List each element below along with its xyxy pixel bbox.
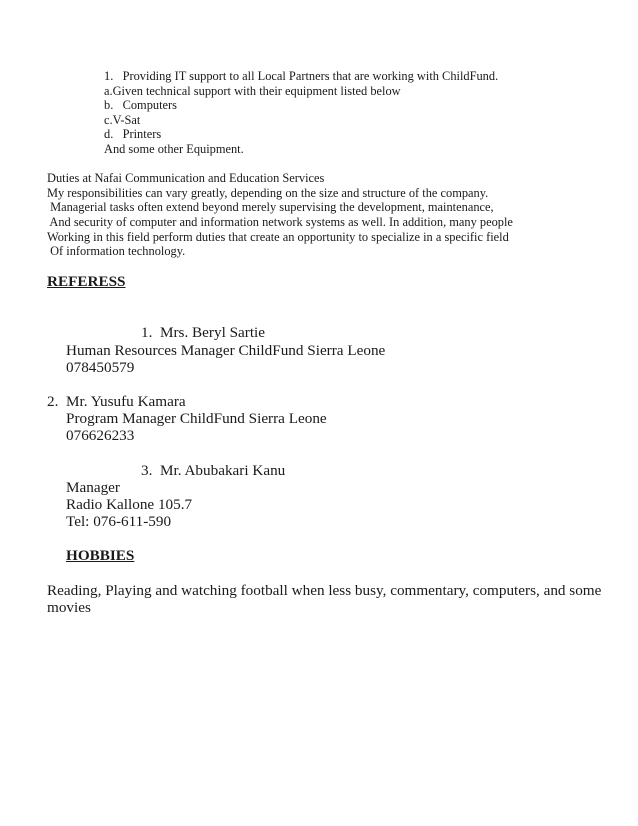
list-marker: c.	[104, 113, 113, 127]
list-item	[104, 84, 401, 99]
list-marker: 1.	[141, 324, 153, 341]
referee-detail: Human Resources Manager ChildFund Sierra Leone	[66, 342, 386, 359]
list-marker: b.	[104, 98, 114, 112]
list-item-text: And some other Equipment.	[104, 142, 244, 156]
referee-detail: Radio Kallone 105.7	[66, 496, 193, 513]
list-item	[104, 69, 498, 84]
paragraph-line: Managerial tasks often extend beyond merely supervising the development, maintenance,	[47, 200, 494, 214]
paragraph-line: Of information technology.	[47, 244, 186, 258]
list-marker: 2.	[47, 393, 59, 410]
list-item-text: Providing IT support to all Local Partners that are working with ChildFund.	[122, 69, 499, 83]
paragraph-line: And security of computer and information network systems as well. In addition, many people	[47, 215, 513, 229]
referee-name-text: Mr. Yusufu Kamara	[65, 393, 186, 410]
referee-detail: 076626233	[66, 427, 135, 444]
referee-name	[47, 393, 186, 411]
list-item	[104, 98, 177, 113]
list-item	[104, 127, 161, 142]
referee-detail: Program Manager ChildFund Sierra Leone	[66, 410, 327, 427]
paragraph-line: Duties at Nafai Communication and Education Services	[47, 171, 325, 185]
referee-name-text: Mrs. Beryl Sartie	[159, 324, 266, 341]
referee-detail: Tel: 076-611-590	[66, 513, 172, 530]
list-item-text: Printers	[122, 127, 162, 141]
hobbies-text: Reading, Playing and watching football when less busy, commentary, computers, and some	[47, 582, 602, 599]
referee-detail: Manager	[66, 479, 120, 496]
section-heading-referees: REFERESS	[47, 273, 126, 290]
referee-name	[141, 462, 285, 480]
referee-name-text: Mr. Abubakari Kanu	[159, 462, 286, 479]
list-item	[104, 142, 244, 157]
paragraph-line: Working in this field perform duties that create an opportunity to specialize in a specific field	[47, 230, 509, 244]
referee-detail: 078450579	[66, 359, 135, 376]
list-item-text: Given technical support with their equipment listed below	[112, 84, 401, 98]
paragraph-line: My responsibilities can vary greatly, depending on the size and structure of the company.	[47, 186, 489, 200]
hobbies-text: movies	[47, 599, 91, 616]
list-marker: 1.	[104, 69, 114, 83]
list-marker: a.	[104, 84, 113, 98]
list-marker: d.	[104, 127, 114, 141]
section-heading-hobbies: HOBBIES	[66, 547, 135, 564]
list-item	[104, 113, 140, 128]
referee-name	[141, 324, 265, 342]
list-item-text: Computers	[122, 98, 177, 112]
list-marker: 3.	[141, 462, 153, 479]
list-item-text: V-Sat	[112, 113, 141, 127]
